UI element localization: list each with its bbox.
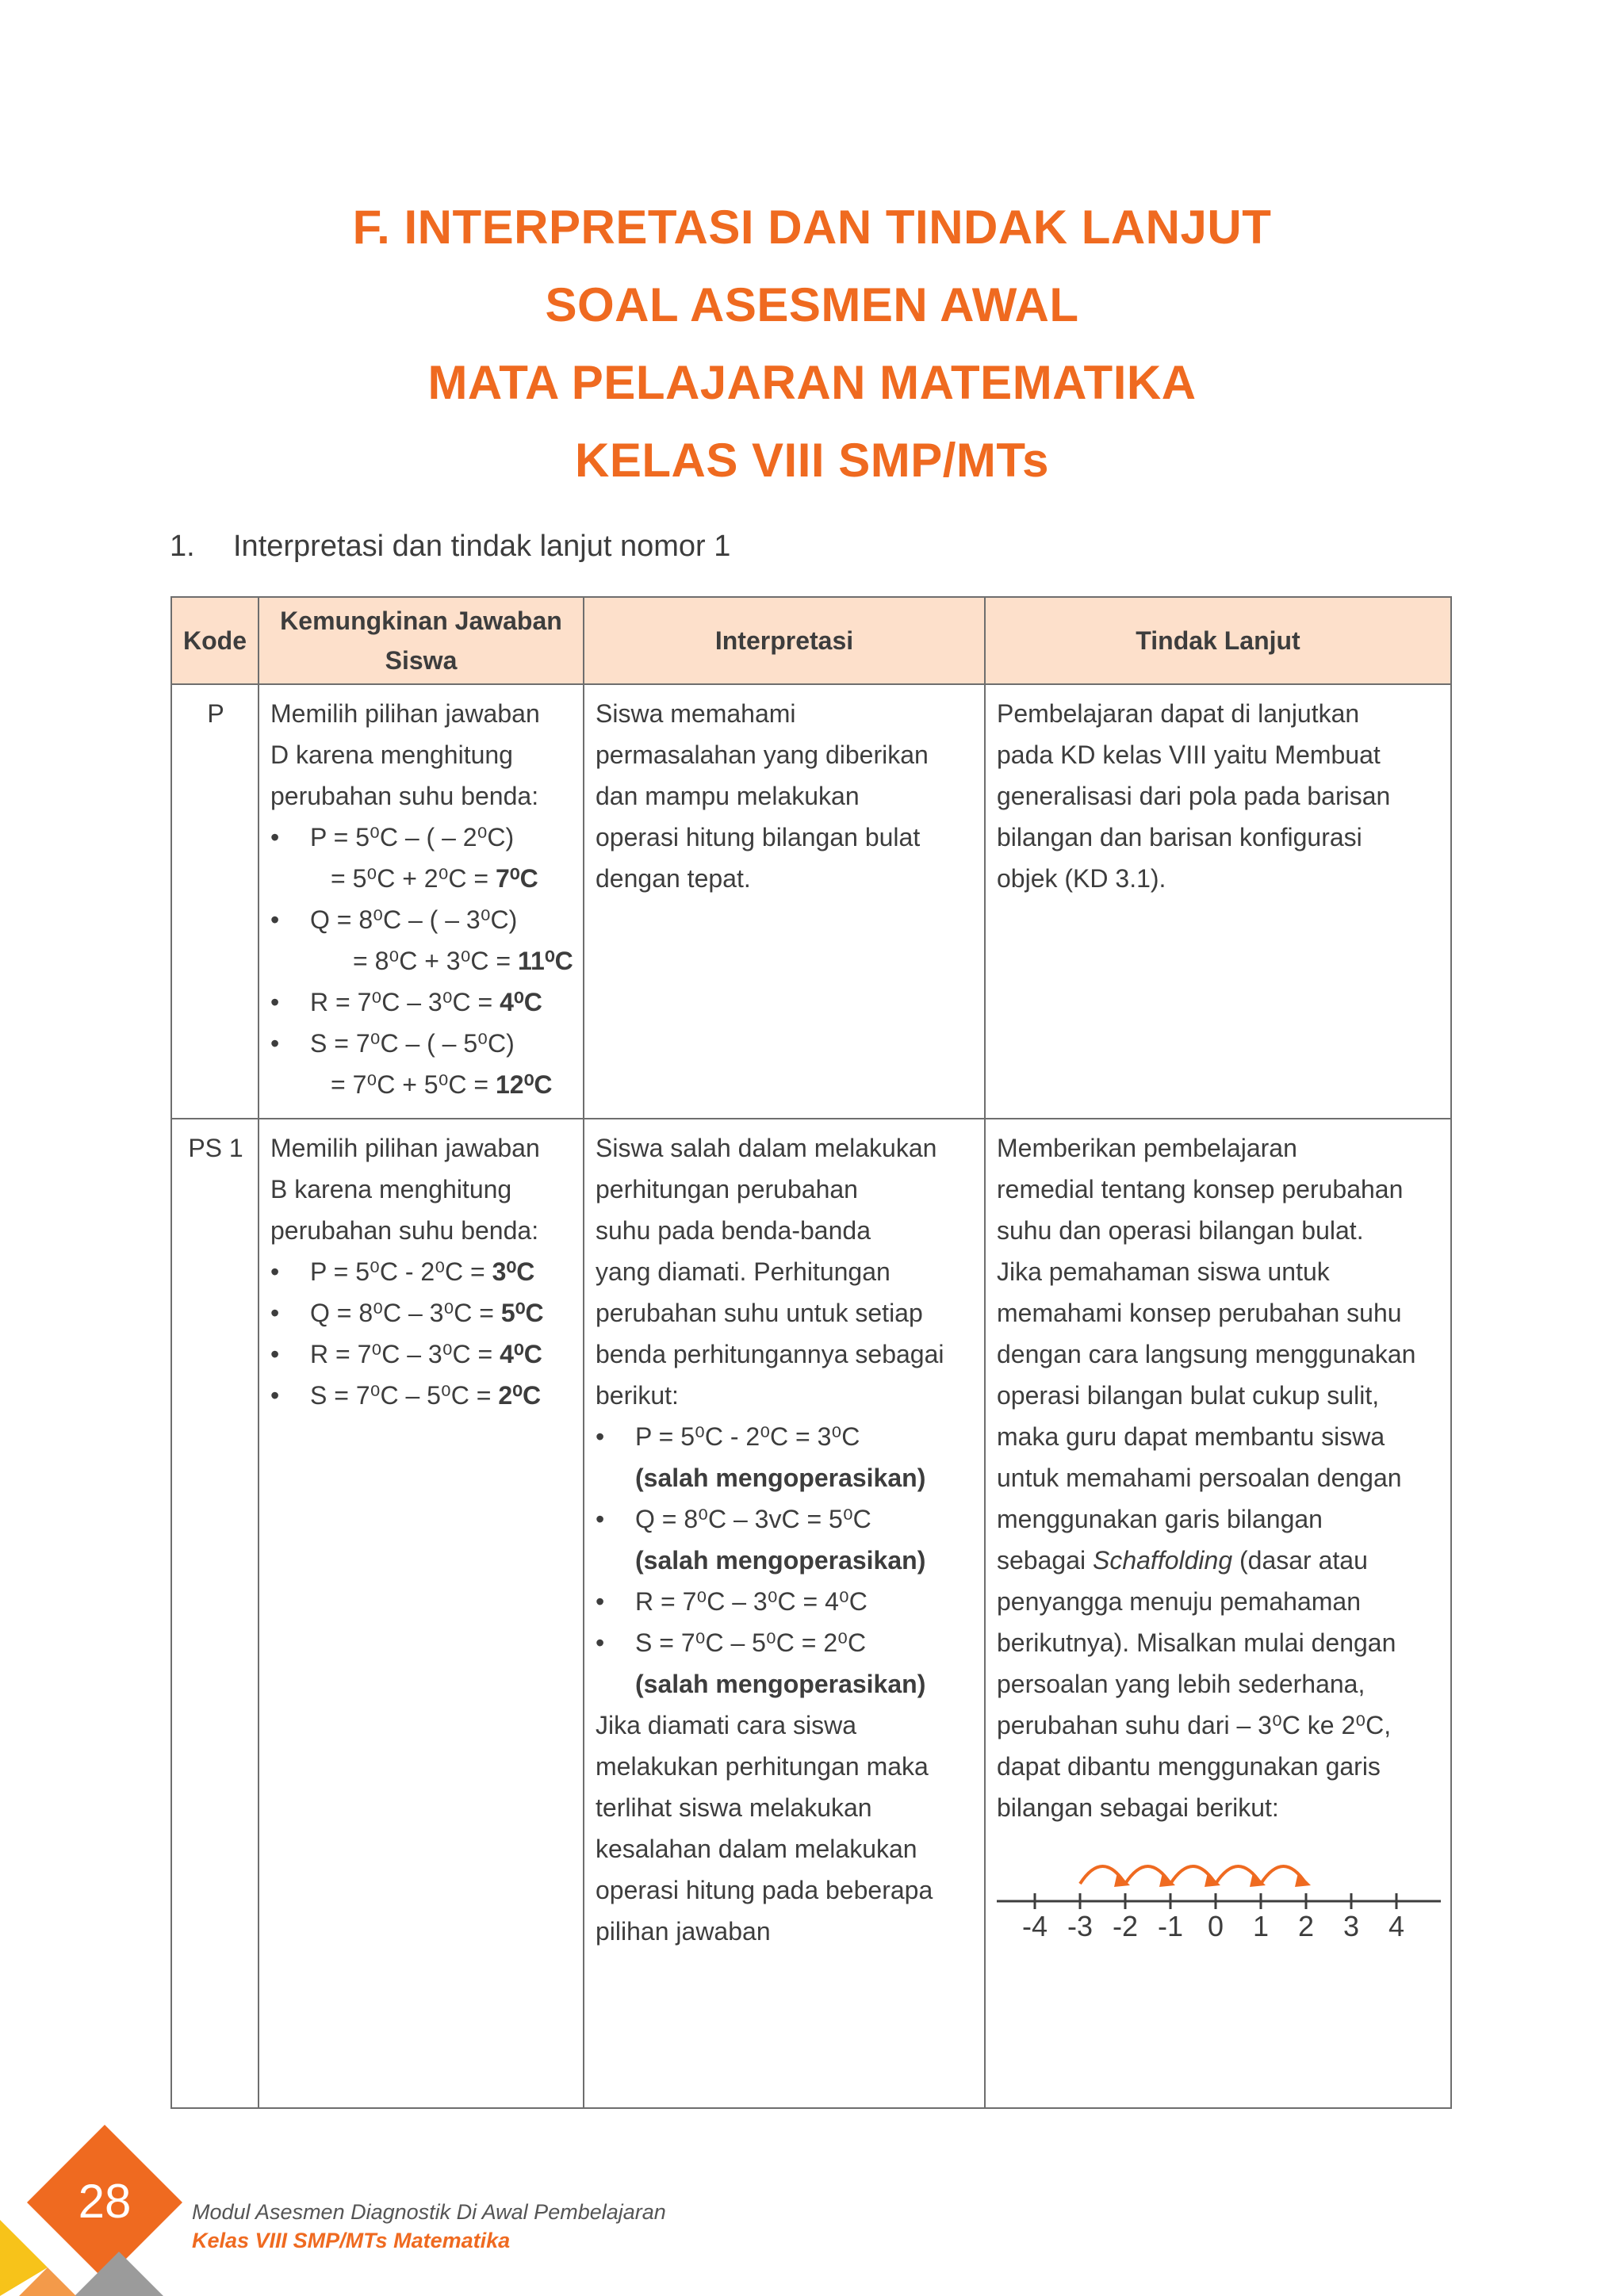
list-item: • P = 5⁰C - 2⁰C = 3⁰C xyxy=(270,1251,573,1292)
title-line-2: SOAL ASESMEN AWAL xyxy=(545,278,1079,331)
number-line-label: 2 xyxy=(1297,1910,1315,1938)
section-heading xyxy=(170,530,730,564)
number-line-label: 1 xyxy=(1252,1910,1270,1938)
list-item-continuation: = 8⁰C + 3⁰C = 11⁰C xyxy=(353,947,573,975)
title-line-3: MATA PELAJARAN MATEMATIKA xyxy=(427,356,1197,409)
header-jawaban: Kemungkinan Jawaban Siswa xyxy=(259,597,584,684)
number-line-label: -1 xyxy=(1157,1910,1184,1938)
footer-class-title: Kelas VIII SMP/MTs Matematika xyxy=(192,2229,511,2252)
table-row-ps1 xyxy=(171,1119,1451,2108)
header-tindak-lanjut: Tindak Lanjut xyxy=(985,597,1451,684)
header-interpretasi: Interpretasi xyxy=(584,597,985,684)
table-row-p xyxy=(171,684,1451,1119)
list-item-continuation: = 7⁰C + 5⁰C = 12⁰C xyxy=(331,1070,553,1099)
list-item: • Q = 8⁰C – ( – 3⁰C) xyxy=(270,899,573,940)
cell-kode: P xyxy=(171,684,259,1119)
cell-tindak-lanjut: Pembelajaran dapat di lanjutkan pada KD kelas VIII yaitu Membuat generalisasi dari pola pada barisan bilangan dan barisan konfigurasi objek (KD 3.1). xyxy=(985,684,1451,1119)
cell-jawaban: Memilih pilihan jawaban D karena menghitung perubahan suhu benda: • P = 5⁰C – ( – 2⁰C) = 5⁰C + 2⁰C = 7⁰C • Q = 8⁰C – ( – 3⁰C) = 8⁰C + 3⁰C = 11⁰C • R = 7⁰C – 3⁰C = 4⁰C • S = 7⁰C – ( – 5⁰C) = 7⁰C + 5⁰C = 12⁰C xyxy=(259,684,584,1119)
list-item: • Q = 8⁰C – 3vC = 5⁰C xyxy=(596,1498,975,1540)
number-line-diagram xyxy=(997,1843,1441,1938)
list-item: • R = 7⁰C – 3⁰C = 4⁰C xyxy=(596,1581,975,1622)
footer-text xyxy=(192,2198,666,2255)
number-line-label: 0 xyxy=(1207,1910,1224,1938)
number-line-label: -3 xyxy=(1067,1910,1094,1938)
cell-interpretasi: Siswa memahami permasalahan yang diberikan dan mampu melakukan operasi hitung bilangan bulat dengan tepat. xyxy=(584,684,985,1119)
footer-module-title: Modul Asesmen Diagnostik Di Awal Pembelajaran xyxy=(192,2200,666,2224)
list-item: • Q = 8⁰C – 3⁰C = 5⁰C xyxy=(270,1292,573,1334)
number-line-label: 4 xyxy=(1388,1910,1405,1938)
cell-interpretasi: Siswa salah dalam melakukan perhitungan perubahan suhu pada benda-banda yang diamati. Perhitungan perubahan suhu untuk setiap benda perhitungannya sebagai berikut: • P = 5⁰C - 2⁰C = 3⁰C (salah mengoperasikan) • Q = 8⁰C – 3vC = 5⁰C (salah mengoperasikan) • R = 7⁰C – 3⁰C = 4⁰C • S = 7⁰C – 5⁰C = 2⁰C (salah mengoperasikan) Jika diamati cara siswa melakukan perhitungan maka terlihat siswa melakukan kesalahan dalam melakukan operasi hitung pada beberapa pilihan jawaban xyxy=(584,1119,985,2108)
list-item: • R = 7⁰C – 3⁰C = 4⁰C xyxy=(270,982,573,1023)
title-line-1: F. INTERPRETASI DAN TINDAK LANJUT xyxy=(352,201,1272,254)
list-item: • S = 7⁰C – ( – 5⁰C) xyxy=(270,1023,573,1064)
list-item: • S = 7⁰C – 5⁰C = 2⁰C xyxy=(596,1622,975,1663)
header-kode: Kode xyxy=(171,597,259,684)
number-line-label: -4 xyxy=(1021,1910,1048,1938)
list-item: • P = 5⁰C – ( – 2⁰C) xyxy=(270,817,573,858)
cell-tindak-lanjut: Memberikan pembelajaran remedial tentang konsep perubahan suhu dan operasi bilangan bulat. Jika pemahaman siswa untuk memahami konsep perubahan suhu dengan cara langsung menggunakan operasi bilangan bulat cukup sulit, maka guru dapat membantu siswa untuk memahami persoalan dengan menggunakan garis bilangan sebagai Schaffolding (dasar atau penyangga menuju pemahaman berikutnya). Misalkan mulai dengan persoalan yang lebih sederhana, perubahan suhu dari – 3⁰C ke 2⁰C, dapat dibantu menggunakan garis bilangan sebagai berikut: -4 -3 -2 -1 0 1 2 3 4 xyxy=(985,1119,1451,2108)
error-note: (salah mengoperasikan) xyxy=(635,1670,926,1698)
page-title xyxy=(0,189,1624,499)
number-line-label: 3 xyxy=(1342,1910,1360,1938)
title-line-4: KELAS VIII SMP/MTs xyxy=(575,434,1049,487)
cell-kode: PS 1 xyxy=(171,1119,259,2108)
list-item: • S = 7⁰C – 5⁰C = 2⁰C xyxy=(270,1375,573,1416)
list-item-continuation: = 5⁰C + 2⁰C = 7⁰C xyxy=(331,864,538,893)
section-text: Interpretasi dan tindak lanjut nomor 1 xyxy=(233,530,731,563)
page-number: 28 xyxy=(78,2175,132,2228)
cell-jawaban: Memilih pilihan jawaban B karena menghitung perubahan suhu benda: • P = 5⁰C - 2⁰C = 3⁰C • Q = 8⁰C – 3⁰C = 5⁰C • R = 7⁰C – 3⁰C = 4⁰C • S = 7⁰C – 5⁰C = 2⁰C xyxy=(259,1119,584,2108)
interpretation-table xyxy=(170,596,1452,2109)
table-header-row xyxy=(171,597,1451,684)
section-number: 1. xyxy=(170,530,195,563)
list-item: • P = 5⁰C - 2⁰C = 3⁰C xyxy=(596,1416,975,1457)
list-item: • R = 7⁰C – 3⁰C = 4⁰C xyxy=(270,1334,573,1375)
error-note: (salah mengoperasikan) xyxy=(635,1464,926,1492)
error-note: (salah mengoperasikan) xyxy=(635,1546,926,1575)
number-line-label: -2 xyxy=(1112,1910,1139,1938)
